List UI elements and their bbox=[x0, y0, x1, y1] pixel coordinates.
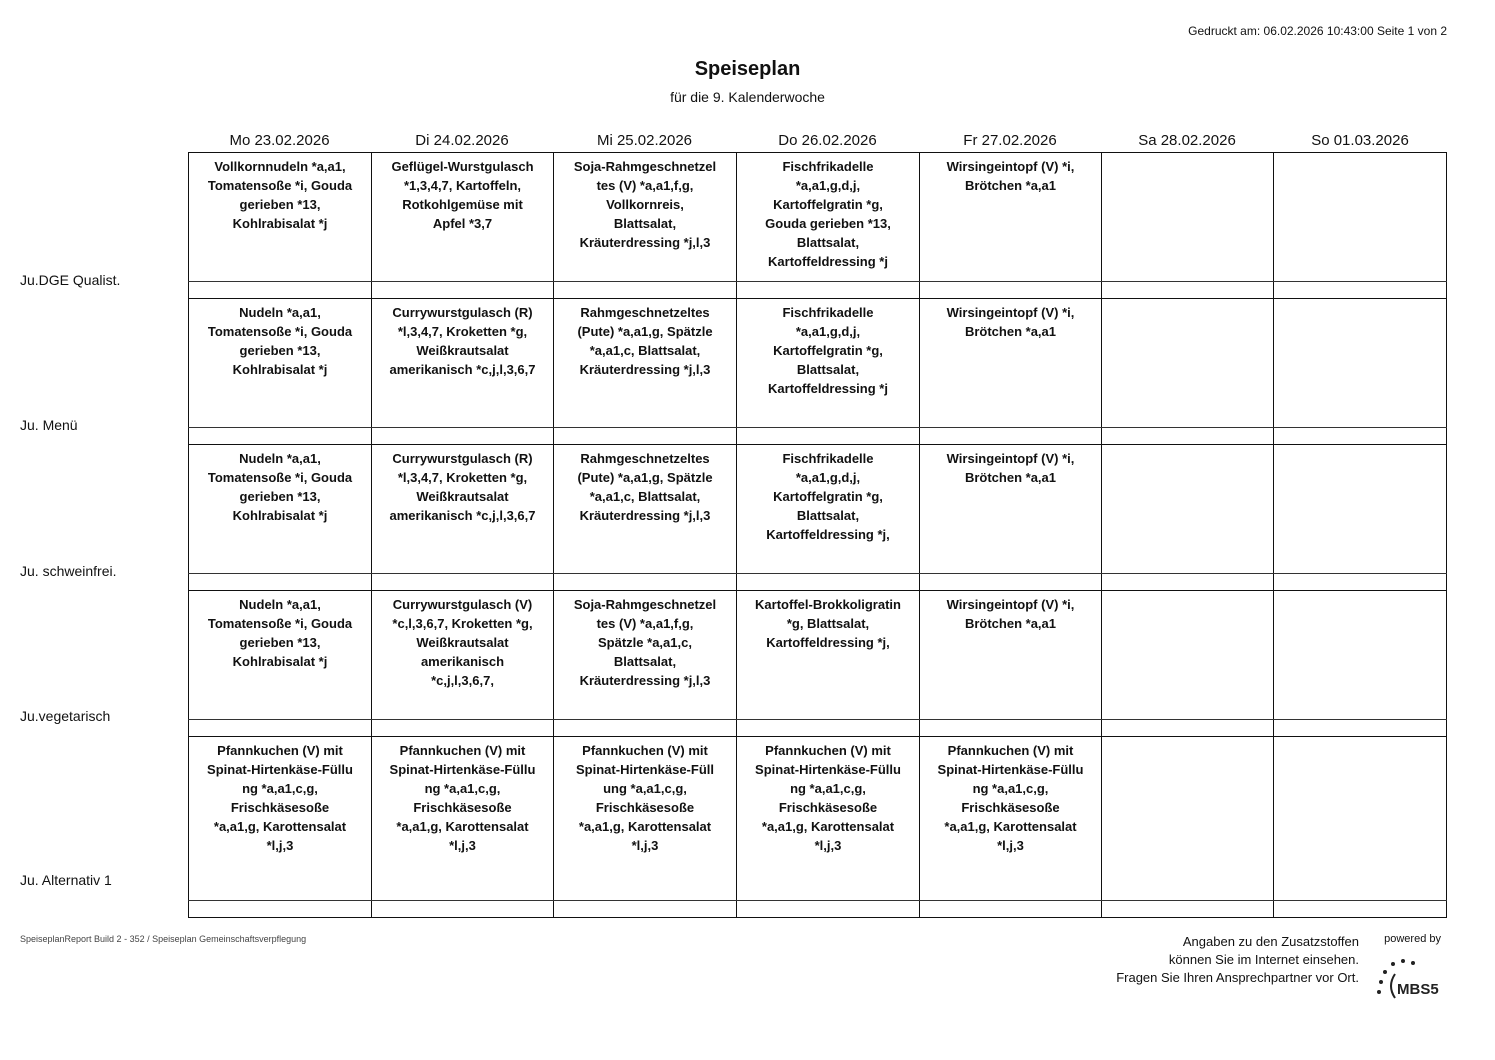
menu-line-label: Ju.vegetarisch bbox=[20, 708, 111, 724]
additives-note: Angaben zu den Zusatzstoffen können Sie im Internet einsehen. Fragen Sie Ihren Ansprechpartner vor Ort. bbox=[1116, 934, 1359, 985]
mbs-logo bbox=[1375, 952, 1455, 1002]
menu-cell: Pfannkuchen (V) mit Spinat-Hirtenkäse-Füllu ng *a,a1,c,g, Frischkäsesoße *a,a1,g, Karottensalat *l,j,3 bbox=[736, 737, 919, 917]
menu-cell: Rahmgeschnetzeltes (Pute) *a,a1,g, Spätzle *a,a1,c, Blattsalat, Kräuterdressing *j,l,3 bbox=[553, 299, 736, 444]
menu-cell: Rahmgeschnetzeltes (Pute) *a,a1,g, Spätzle *a,a1,c, Blattsalat, Kräuterdressing *j,l,3 bbox=[553, 445, 736, 590]
menu-row bbox=[188, 590, 1447, 736]
menu-cell: Soja-Rahmgeschnetzel tes (V) *a,a1,f,g, Spätzle *a,a1,c, Blattsalat, Kräuterdressing *j,l,3 bbox=[553, 591, 736, 736]
menu-cell: Nudeln *a,a1, Tomatensoße *i, Gouda gerieben *13, Kohlrabisalat *j bbox=[188, 445, 371, 590]
menu-cell bbox=[1273, 445, 1447, 590]
menu-cell bbox=[1273, 591, 1447, 736]
menu-line-label: Ju.DGE Qualist. bbox=[20, 272, 121, 288]
day-header: Fr 27.02.2026 bbox=[963, 132, 1057, 149]
menu-cell: Kartoffel-Brokkoligratin *g, Blattsalat, Kartoffeldressing *j, bbox=[736, 591, 919, 736]
page-subtitle: für die 9. Kalenderwoche bbox=[670, 89, 825, 105]
menu-cell bbox=[1101, 737, 1273, 917]
day-header: Sa 28.02.2026 bbox=[1138, 132, 1236, 149]
menu-cell: Nudeln *a,a1, Tomatensoße *i, Gouda gerieben *13, Kohlrabisalat *j bbox=[188, 591, 371, 736]
day-header: Mi 25.02.2026 bbox=[596, 132, 693, 149]
powered-by: powered by bbox=[1384, 933, 1441, 945]
page-title: Speiseplan bbox=[694, 58, 801, 80]
menu-line-label: Ju. Alternativ 1 bbox=[20, 872, 112, 888]
menu-cell bbox=[1101, 299, 1273, 444]
menu-cell: Geflügel-Wurstgulasch *1,3,4,7, Kartoffeln, Rotkohlgemüse mit Apfel *3,7 bbox=[371, 153, 553, 298]
menu-cell bbox=[1273, 153, 1447, 298]
menu-cell: Nudeln *a,a1, Tomatensoße *i, Gouda gerieben *13, Kohlrabisalat *j bbox=[188, 299, 371, 444]
menu-cell: Fischfrikadelle *a,a1,g,d,j, Kartoffelgratin *g, Gouda gerieben *13, Blattsalat, Kartoffeldressing *j bbox=[736, 153, 919, 298]
menu-cell: Currywurstgulasch (R) *l,3,4,7, Kroketten *g, Weißkrautsalat amerikanisch *c,j,l,3,6,7 bbox=[371, 299, 553, 444]
menu-cell: Wirsingeintopf (V) *i, Brötchen *a,a1 bbox=[919, 445, 1101, 590]
logo-text: MBS5 bbox=[1397, 981, 1439, 998]
menu-line-label: Ju. Menü bbox=[20, 417, 78, 433]
menu-cell: Fischfrikadelle *a,a1,g,d,j, Kartoffelgratin *g, Blattsalat, Kartoffeldressing *j bbox=[736, 299, 919, 444]
menu-cell: Soja-Rahmgeschnetzel tes (V) *a,a1,f,g, Vollkornreis, Blattsalat, Kräuterdressing *j,l,3 bbox=[553, 153, 736, 298]
menu-row bbox=[188, 152, 1447, 298]
print-info: Gedruckt am: 06.02.2026 10:43:00 Seite 1 von 2 bbox=[1188, 24, 1447, 38]
menu-cell bbox=[1273, 299, 1447, 444]
menu-row bbox=[188, 736, 1447, 918]
menu-cell: Pfannkuchen (V) mit Spinat-Hirtenkäse-Füll ung *a,a1,c,g, Frischkäsesoße *a,a1,g, Karottensalat *l,j,3 bbox=[553, 737, 736, 917]
day-header: So 01.03.2026 bbox=[1311, 132, 1409, 149]
day-header: Di 24.02.2026 bbox=[415, 132, 509, 149]
logo-arc-icon bbox=[1391, 974, 1395, 998]
day-header-row bbox=[188, 130, 1447, 152]
menu-cell bbox=[1101, 591, 1273, 736]
menu-cell bbox=[1101, 445, 1273, 590]
menu-cell: Vollkornnudeln *a,a1, Tomatensoße *i, Gouda gerieben *13, Kohlrabisalat *j bbox=[188, 153, 371, 298]
menu-cell bbox=[1273, 737, 1447, 917]
menu-line-label: Ju. schweinfrei. bbox=[20, 563, 117, 579]
menu-cell: Pfannkuchen (V) mit Spinat-Hirtenkäse-Füllu ng *a,a1,c,g, Frischkäsesoße *a,a1,g, Karottensalat *l,j,3 bbox=[188, 737, 371, 917]
menu-table bbox=[188, 130, 1447, 918]
menu-cell: Fischfrikadelle *a,a1,g,d,j, Kartoffelgratin *g, Blattsalat, Kartoffeldressing *j, bbox=[736, 445, 919, 590]
menu-cell bbox=[1101, 153, 1273, 298]
menu-cell: Currywurstgulasch (R) *l,3,4,7, Kroketten *g, Weißkrautsalat amerikanisch *c,j,l,3,6,7 bbox=[371, 445, 553, 590]
menu-cell: Wirsingeintopf (V) *i, Brötchen *a,a1 bbox=[919, 299, 1101, 444]
menu-row bbox=[188, 298, 1447, 444]
menu-row bbox=[188, 444, 1447, 590]
day-header: Do 26.02.2026 bbox=[778, 132, 877, 149]
menu-cell: Pfannkuchen (V) mit Spinat-Hirtenkäse-Füllu ng *a,a1,c,g, Frischkäsesoße *a,a1,g, Karottensalat *l,j,3 bbox=[371, 737, 553, 917]
menu-cell: Wirsingeintopf (V) *i, Brötchen *a,a1 bbox=[919, 153, 1101, 298]
menu-cell: Wirsingeintopf (V) *i, Brötchen *a,a1 bbox=[919, 591, 1101, 736]
day-header: Mo 23.02.2026 bbox=[229, 132, 330, 149]
menu-cell: Pfannkuchen (V) mit Spinat-Hirtenkäse-Füllu ng *a,a1,c,g, Frischkäsesoße *a,a1,g, Karottensalat *l,j,3 bbox=[919, 737, 1101, 917]
menu-cell: Currywurstgulasch (V) *c,l,3,6,7, Kroketten *g, Weißkrautsalat amerikanisch *c,j,l,3,6,7, bbox=[371, 591, 553, 736]
report-info: SpeiseplanReport Build 2 - 352 / Speiseplan Gemeinschaftsverpflegung bbox=[20, 934, 307, 944]
